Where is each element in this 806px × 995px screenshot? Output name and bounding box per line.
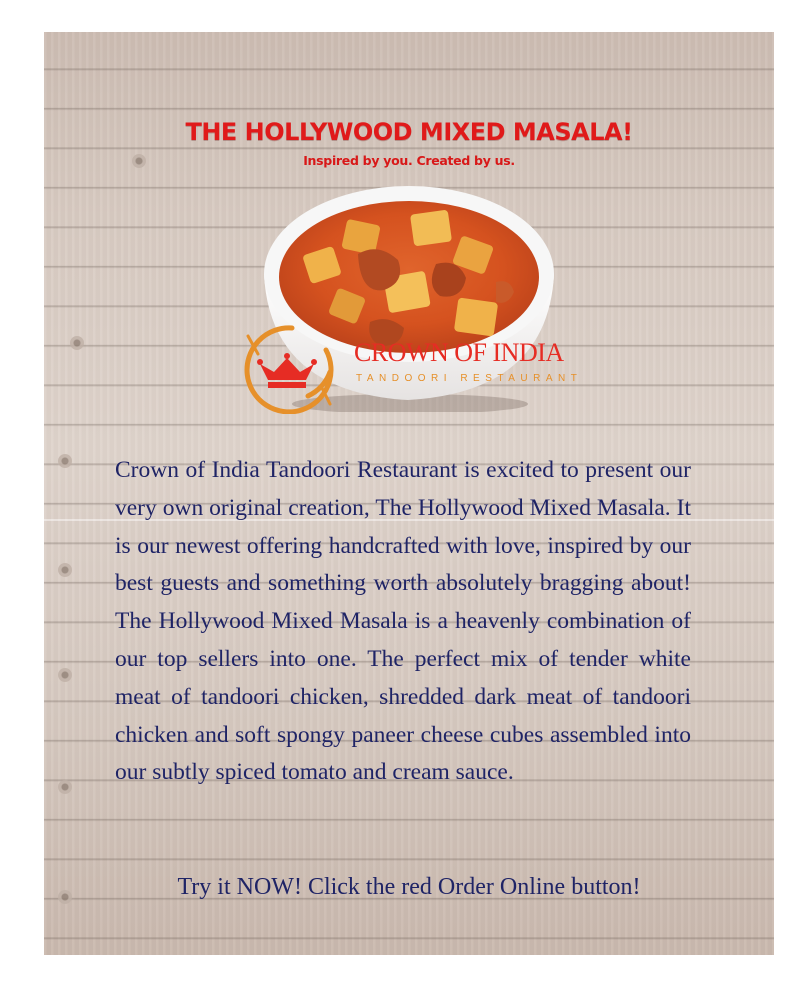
- description: [115, 452, 691, 792]
- promo-subtitle: Inspired by you. Created by us.: [303, 153, 515, 168]
- call-to-action: Try it NOW! Click the red Order Online button!: [177, 874, 641, 900]
- logo-tagline: TANDOORI RESTAURANT: [356, 373, 583, 384]
- promo-title: THE HOLLYWOOD MIXED MASALA!: [185, 118, 633, 146]
- wood-knot: [58, 668, 72, 682]
- description-paragraph: Crown of India Tandoori Restaurant is excited to present our very own original creation, The Hollywood Mixed Masala. It is our newest offering handcrafted with love, inspired by our best guests and something worth absolutely bragging about! The Hollywood Mixed Masala is a heavenly combination of our top sellers into one. The perfect mix of tender white meat of tandoori chicken, shredded dark meat of tandoori chicken and soft spongy paneer cheese cubes assembled into our subtly spiced tomato and cream sauce.: [115, 457, 691, 786]
- wood-knot: [70, 336, 84, 350]
- wood-knot: [58, 563, 72, 577]
- logo-name: CROWN OF INDIA: [354, 338, 564, 367]
- crown-icon: [257, 353, 317, 388]
- wood-knot: [58, 780, 72, 794]
- promo-card: [44, 32, 774, 955]
- wood-knot: [58, 454, 72, 468]
